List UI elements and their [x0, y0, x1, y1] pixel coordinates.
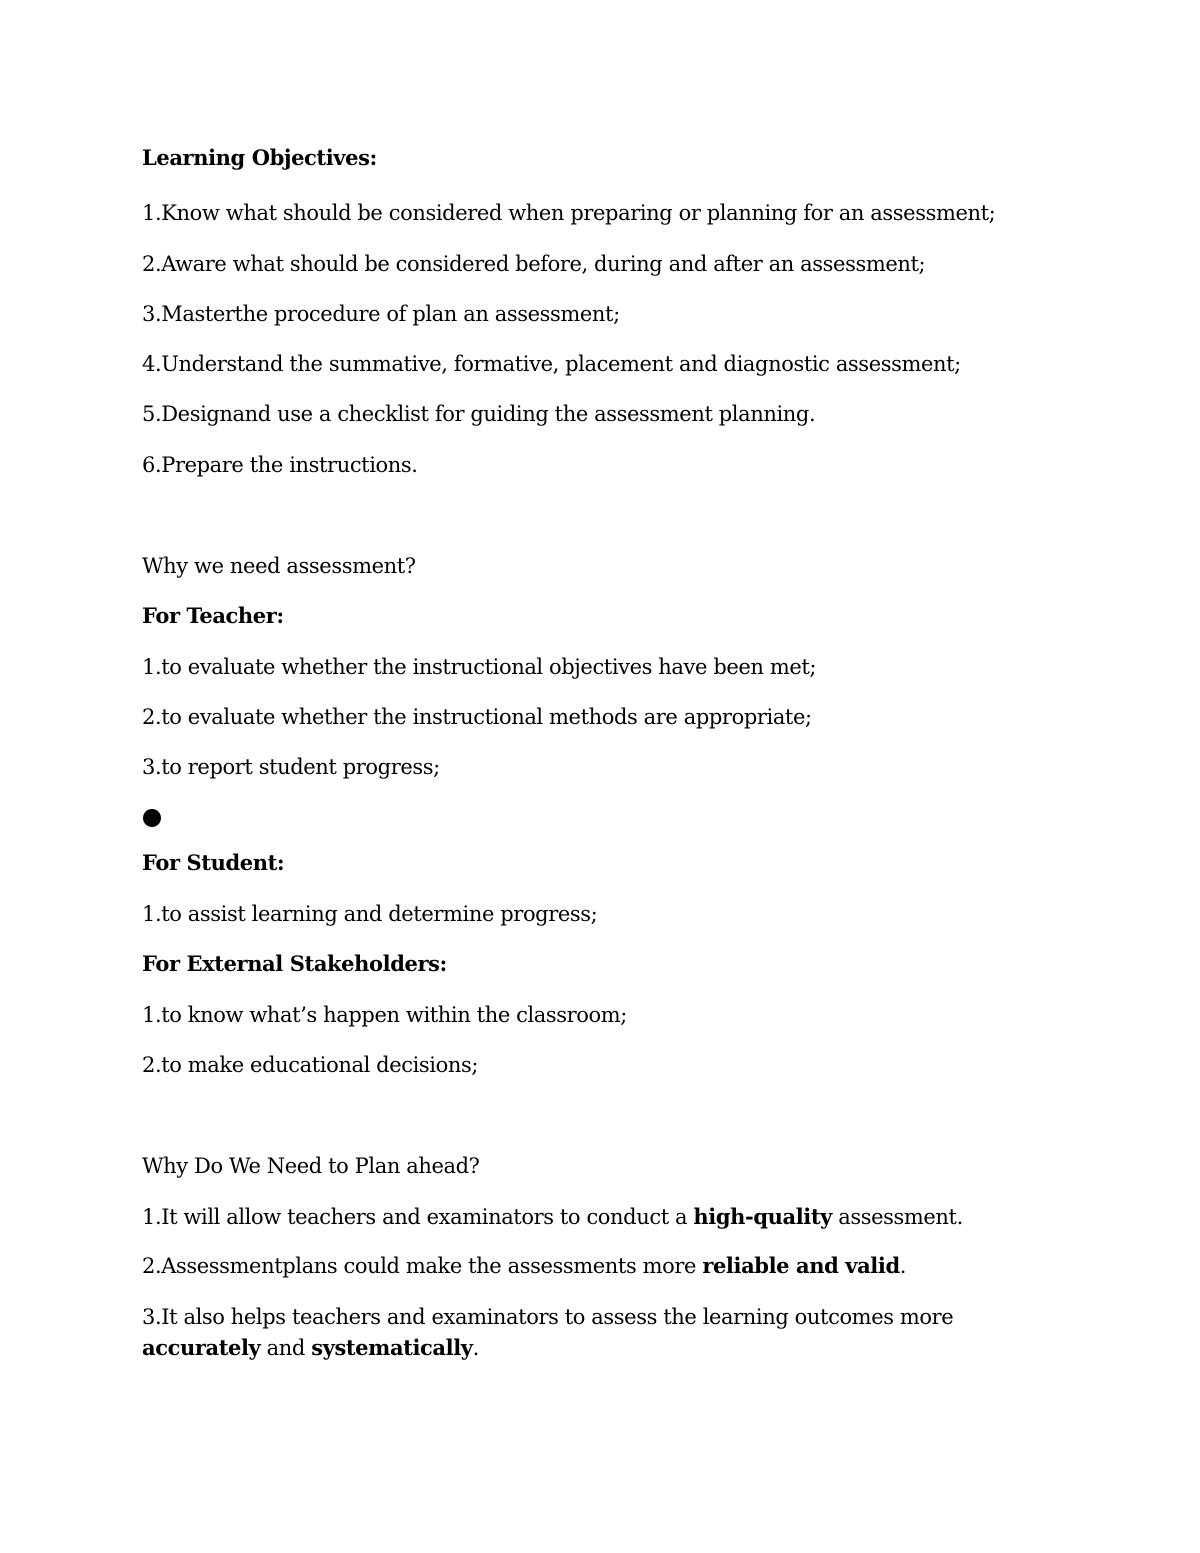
for-teacher-heading: For Teacher:: [142, 603, 284, 628]
plan-item-1: [142, 1205, 963, 1229]
objective-item-1: 1.Know what should be considered when preparing or planning for an assessment;: [142, 201, 996, 225]
student-item-1: 1.to assist learning and determine progress;: [142, 902, 598, 926]
external-item-2: 2.to make educational decisions;: [142, 1053, 479, 1077]
objective-item-6: 6.Prepare the instructions.: [142, 453, 418, 477]
teacher-item-3: 3.to report student progress;: [142, 755, 440, 779]
plan-item-3-emphasis-2: systematically: [311, 1335, 473, 1360]
plan-ahead-question: Why Do We Need to Plan ahead?: [142, 1154, 480, 1178]
for-student-heading: For Student:: [142, 850, 285, 875]
plan-item-2-emphasis: reliable and valid: [702, 1253, 900, 1278]
objective-item-3: 3.Masterthe procedure of plan an assessment;: [142, 302, 620, 326]
objective-item-5: 5.Designand use a checklist for guiding the assessment planning.: [142, 402, 816, 426]
plan-item-1-text: 1.It will allow teachers and examinators to conduct a: [142, 1205, 694, 1229]
teacher-item-2: 2.to evaluate whether the instructional methods are appropriate;: [142, 705, 812, 729]
plan-item-2-text: 2.Assessmentplans could make the assessments more: [142, 1254, 703, 1278]
objective-item-4: 4.Understand the summative, formative, placement and diagnostic assessment;: [142, 352, 961, 376]
external-item-1: 1.to know what’s happen within the classroom;: [142, 1003, 627, 1027]
teacher-item-1: 1.to evaluate whether the instructional objectives have been met;: [142, 655, 817, 679]
plan-item-3-line-2: [142, 1336, 479, 1360]
objective-item-2: 2.Aware what should be considered before, during and after an assessment;: [142, 252, 926, 276]
plan-item-1-emphasis: high-quality: [693, 1204, 832, 1229]
plan-item-3-end: .: [472, 1336, 479, 1360]
why-assessment-question: Why we need assessment?: [142, 554, 416, 578]
bullet-icon: [143, 809, 161, 827]
for-external-stakeholders-heading: For External Stakeholders:: [142, 951, 447, 976]
plan-item-3-emphasis-1: accurately: [142, 1335, 261, 1360]
plan-item-1-end: assessment.: [831, 1205, 963, 1229]
learning-objectives-heading: Learning Objectives:: [142, 145, 377, 170]
plan-item-3-line-1: 3.It also helps teachers and examinators to assess the learning outcomes more: [142, 1305, 954, 1329]
plan-item-2: [142, 1254, 906, 1278]
plan-item-2-end: .: [899, 1254, 907, 1278]
plan-item-3-mid: and: [260, 1336, 312, 1360]
